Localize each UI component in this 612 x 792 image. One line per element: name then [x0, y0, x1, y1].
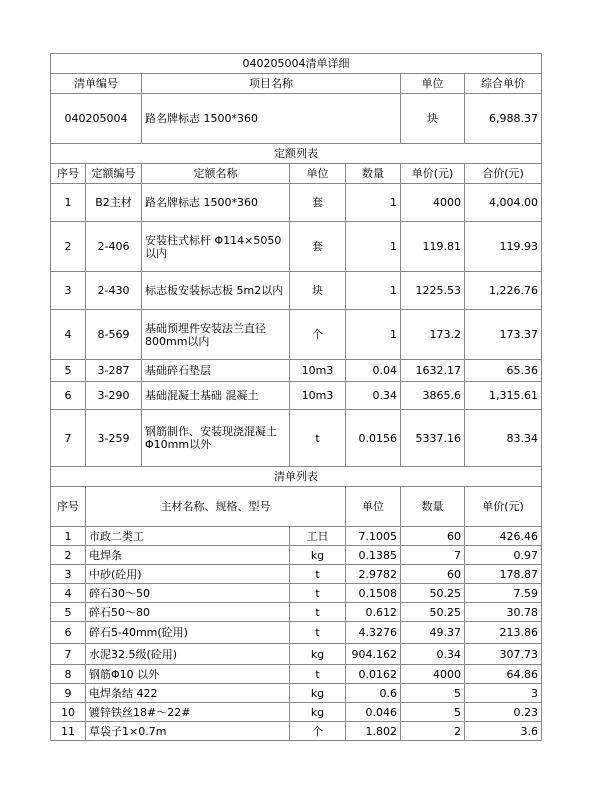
material-no: 8 [51, 665, 86, 684]
quota-code: 3-259 [86, 410, 142, 467]
material-price: 50.25 [401, 603, 465, 622]
material-section-title: 清单列表 [51, 467, 542, 487]
material-qty: 2.9782 [346, 565, 401, 584]
quota-unit: 10m3 [290, 382, 346, 410]
quota-qty: 1 [346, 272, 401, 310]
quota-row [51, 360, 542, 382]
quota-qty: 1 [346, 184, 401, 222]
quota-unit: 套 [290, 184, 346, 222]
material-total: 3 [465, 684, 542, 703]
quota-unit: 块 [290, 272, 346, 310]
material-qty: 0.612 [346, 603, 401, 622]
material-row [51, 565, 542, 584]
quota-row [51, 222, 542, 272]
material-total: 0.23 [465, 703, 542, 722]
material-name: 碎石50～80 [86, 603, 290, 622]
material-total: 0.97 [465, 546, 542, 565]
quota-code: 3-287 [86, 360, 142, 382]
quota-total: 173.37 [465, 310, 542, 360]
material-total: 64.86 [465, 665, 542, 684]
quota-code: 2-406 [86, 222, 142, 272]
material-total: 178.87 [465, 565, 542, 584]
price-header: 综合单价 [465, 74, 542, 94]
quota-no: 4 [51, 310, 86, 360]
quota-name: 标志板安装标志板 5m2以内 [142, 272, 290, 310]
quota-col-no: 序号 [51, 164, 86, 184]
material-no: 11 [51, 722, 86, 741]
material-name: 水泥32.5级(砼用) [86, 644, 290, 665]
material-name: 电焊条 [86, 546, 290, 565]
material-price: 5 [401, 703, 465, 722]
material-no: 3 [51, 565, 86, 584]
material-col-unit: 单位 [346, 487, 401, 527]
quota-unit: 10m3 [290, 360, 346, 382]
quota-total: 119.93 [465, 222, 542, 272]
quota-price: 4000 [401, 184, 465, 222]
material-header-row [51, 487, 542, 527]
quota-code: 3-290 [86, 382, 142, 410]
material-unit: t [290, 584, 346, 603]
material-unit: 工日 [290, 527, 346, 546]
material-unit: kg [290, 644, 346, 665]
material-name: 中砂(砼用) [86, 565, 290, 584]
material-price: 7 [401, 546, 465, 565]
quota-qty: 0.0156 [346, 410, 401, 467]
quota-total: 83.34 [465, 410, 542, 467]
material-row [51, 546, 542, 565]
material-no: 2 [51, 546, 86, 565]
material-no: 1 [51, 527, 86, 546]
material-name: 电焊条结 422 [86, 684, 290, 703]
quota-unit: t [290, 410, 346, 467]
quota-code: B2主材 [86, 184, 142, 222]
quota-col-price: 单价(元) [401, 164, 465, 184]
quota-name: 基础碎石垫层 [142, 360, 290, 382]
material-unit: t [290, 603, 346, 622]
material-total: 30.78 [465, 603, 542, 622]
material-row [51, 684, 542, 703]
material-name: 碎石5-40mm(砼用) [86, 622, 290, 644]
material-no: 9 [51, 684, 86, 703]
material-unit: kg [290, 684, 346, 703]
quota-qty: 0.04 [346, 360, 401, 382]
quota-no: 6 [51, 382, 86, 410]
page-title: 040205004清单详细 [51, 54, 542, 74]
material-unit: t [290, 622, 346, 644]
material-unit: kg [290, 703, 346, 722]
quota-total: 1,315.61 [465, 382, 542, 410]
material-total: 426.46 [465, 527, 542, 546]
material-row [51, 622, 542, 644]
item-unit: 块 [401, 94, 465, 144]
item-price: 6,988.37 [465, 94, 542, 144]
quota-no: 5 [51, 360, 86, 382]
material-no: 4 [51, 584, 86, 603]
quota-col-unit: 单位 [290, 164, 346, 184]
material-total: 307.73 [465, 644, 542, 665]
quota-no: 1 [51, 184, 86, 222]
material-qty: 0.1508 [346, 584, 401, 603]
material-no: 6 [51, 622, 86, 644]
unit-header: 单位 [401, 74, 465, 94]
material-total: 3.6 [465, 722, 542, 741]
quota-unit: 个 [290, 310, 346, 360]
material-col-name: 主材名称、规格、型号 [86, 487, 346, 527]
material-row [51, 644, 542, 665]
material-row [51, 584, 542, 603]
quota-no: 2 [51, 222, 86, 272]
material-name: 镀锌铁丝18#～22# [86, 703, 290, 722]
material-no: 5 [51, 603, 86, 622]
material-name: 草袋子1×0.7m [86, 722, 290, 741]
quota-name: 钢筋制作、安装现浇混凝土Φ10mm以外 [142, 410, 290, 467]
material-row [51, 703, 542, 722]
quota-price: 173.2 [401, 310, 465, 360]
material-col-price: 单价(元) [465, 487, 542, 527]
item-name: 路名牌标志 1500*360 [142, 94, 401, 144]
quota-total: 1,226.76 [465, 272, 542, 310]
quota-row [51, 184, 542, 222]
material-price: 4000 [401, 665, 465, 684]
material-name: 碎石30～50 [86, 584, 290, 603]
quota-col-code: 定额编号 [86, 164, 142, 184]
material-unit: t [290, 665, 346, 684]
quota-section-title: 定额列表 [51, 144, 542, 164]
material-row [51, 665, 542, 684]
quota-name: 安装柱式标杆 Φ114×5050以内 [142, 222, 290, 272]
quota-row [51, 410, 542, 467]
quota-code: 8-569 [86, 310, 142, 360]
material-price: 50.25 [401, 584, 465, 603]
material-qty: 1.802 [346, 722, 401, 741]
material-qty: 0.046 [346, 703, 401, 722]
material-price: 60 [401, 527, 465, 546]
quota-total: 65.36 [465, 360, 542, 382]
material-qty: 0.1385 [346, 546, 401, 565]
material-price: 2 [401, 722, 465, 741]
quota-price: 119.81 [401, 222, 465, 272]
material-no: 7 [51, 644, 86, 665]
item-code: 040205004 [51, 94, 142, 144]
quota-code: 2-430 [86, 272, 142, 310]
quota-qty: 1 [346, 222, 401, 272]
quota-qty: 0.34 [346, 382, 401, 410]
material-qty: 0.0162 [346, 665, 401, 684]
quota-total: 4,004.00 [465, 184, 542, 222]
material-rows [51, 527, 542, 741]
material-name: 市政二类工 [86, 527, 290, 546]
material-row [51, 722, 542, 741]
material-qty: 0.6 [346, 684, 401, 703]
material-price: 0.34 [401, 644, 465, 665]
name-header: 项目名称 [142, 74, 401, 94]
quota-name: 基础混凝土基础 混凝土 [142, 382, 290, 410]
quota-price: 5337.16 [401, 410, 465, 467]
quota-name: 基础预埋件安装法兰直径800mm以内 [142, 310, 290, 360]
material-row [51, 527, 542, 546]
material-total: 213.86 [465, 622, 542, 644]
quota-row [51, 272, 542, 310]
quota-price: 1632.17 [401, 360, 465, 382]
quota-price: 3865.6 [401, 382, 465, 410]
quota-col-total: 合价(元) [465, 164, 542, 184]
detail-table [50, 53, 542, 741]
material-col-no: 序号 [51, 487, 86, 527]
quota-col-qty: 数量 [346, 164, 401, 184]
material-price: 49.37 [401, 622, 465, 644]
quota-no: 3 [51, 272, 86, 310]
material-col-qty: 数量 [401, 487, 465, 527]
code-header: 清单编号 [51, 74, 142, 94]
material-name: 钢筋Φ10 以外 [86, 665, 290, 684]
material-price: 60 [401, 565, 465, 584]
quota-header-row [51, 164, 542, 184]
material-unit: 个 [290, 722, 346, 741]
material-price: 5 [401, 684, 465, 703]
quota-unit: 套 [290, 222, 346, 272]
material-unit: kg [290, 546, 346, 565]
quota-row [51, 382, 542, 410]
material-no: 10 [51, 703, 86, 722]
quota-row [51, 310, 542, 360]
material-unit: t [290, 565, 346, 584]
quota-price: 1225.53 [401, 272, 465, 310]
quota-col-name: 定额名称 [142, 164, 290, 184]
quota-no: 7 [51, 410, 86, 467]
material-row [51, 603, 542, 622]
material-qty: 4.3276 [346, 622, 401, 644]
material-total: 7.59 [465, 584, 542, 603]
material-qty: 7.1005 [346, 527, 401, 546]
quota-qty: 1 [346, 310, 401, 360]
quota-name: 路名牌标志 1500*360 [142, 184, 290, 222]
material-qty: 904.162 [346, 644, 401, 665]
